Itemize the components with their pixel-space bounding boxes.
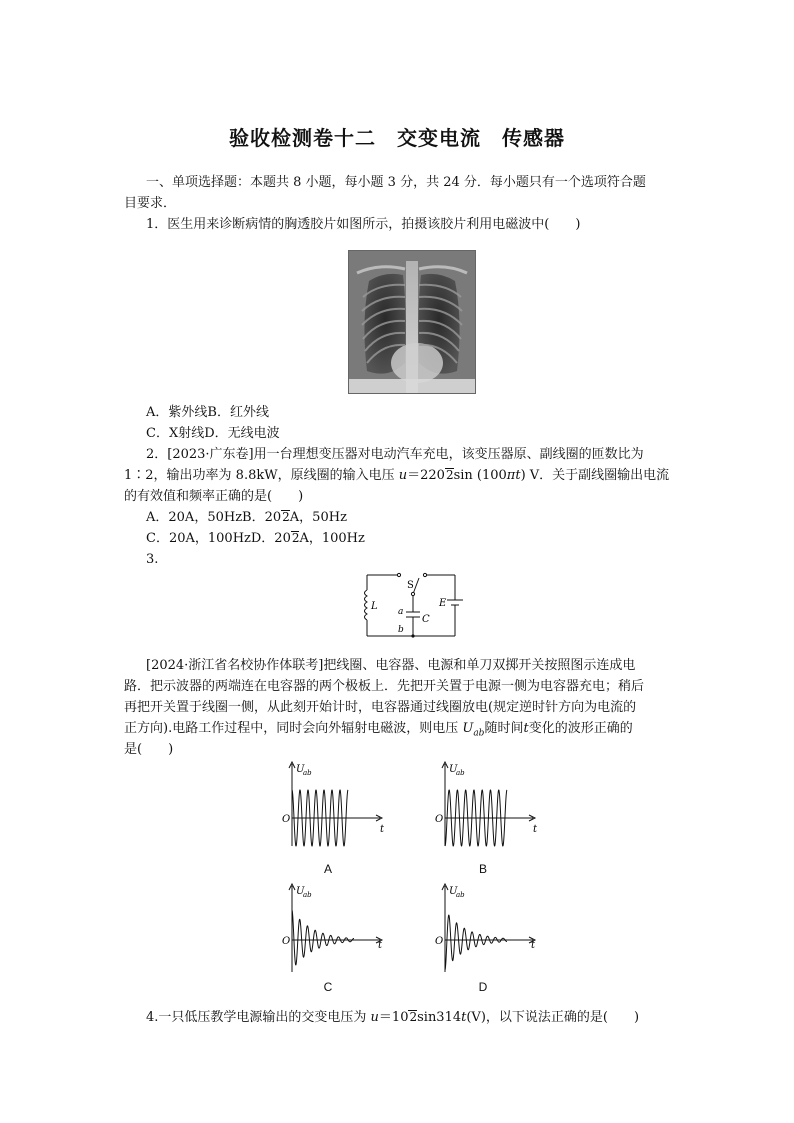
- q2-stem-line2: 1∶2，输出功率为 8.8kW，原线圈的输入电压 u＝2202sin (100πt) V．关于副线圈输出电流: [124, 468, 670, 483]
- axis-x-label: t: [380, 824, 385, 835]
- graph-c-caption: C: [323, 980, 333, 994]
- graph-b-caption: B: [478, 862, 487, 876]
- q3-stem-line5: 是( ): [124, 742, 174, 757]
- switch-label: S: [407, 580, 414, 591]
- axis-y-subscript: ab: [303, 769, 312, 777]
- axis-y-subscript: ab: [303, 891, 312, 899]
- waveform-curve-d: [445, 915, 507, 970]
- q2-option-ab: A．20A，50HzB．202A，50Hz: [146, 510, 347, 525]
- waveform-graph-a: [280, 760, 390, 850]
- axis-y-label: U: [296, 886, 305, 897]
- plate-b-label: b: [398, 625, 404, 635]
- lc-circuit-diagram: [355, 570, 465, 642]
- origin-label: O: [282, 936, 291, 947]
- axis-y-label: U: [449, 886, 458, 897]
- axis-x-label: t: [531, 940, 536, 951]
- axis-y-label: U: [449, 764, 458, 775]
- origin-label: O: [435, 814, 444, 825]
- q1-option-cd: C．X射线D．无线电波: [146, 426, 280, 441]
- graph-a-caption: A: [323, 862, 332, 876]
- page-title: 验收检测卷十二 交变电流 传感器: [229, 126, 565, 150]
- q2-stem-line1: 2．[2023·广东卷]用一台理想变压器对电动汽车充电，该变压器原、副线圈的匝数比为: [146, 447, 644, 462]
- inductor-label: L: [371, 601, 378, 612]
- origin-label: O: [282, 814, 291, 825]
- axis-y-label: U: [296, 764, 305, 775]
- axis-x-label: t: [378, 940, 383, 951]
- section-heading-line1: 一、单项选择题：本题共 8 小题，每小题 3 分，共 24 分．每小题只有一个选项符合题: [146, 175, 646, 190]
- waveform-curve-c: [292, 910, 354, 965]
- section-heading-line2: 目要求．: [124, 196, 177, 211]
- waveform-graph-b: [433, 760, 543, 850]
- q2-stem-line3: 的有效值和频率正确的是( ): [124, 489, 304, 504]
- plate-a-label: a: [398, 607, 404, 617]
- axis-y-subscript: ab: [456, 891, 465, 899]
- chest-xray-image: [348, 250, 476, 394]
- q3-stem-line4: 正方向).电路工作过程中，同时会向外辐射电磁波，则电压 $U_{ab}$随时间t变化的波形正确的: [124, 721, 633, 739]
- axis-x-label: t: [533, 824, 538, 835]
- q1-option-ab: A．紫外线B．红外线: [146, 405, 269, 420]
- q2-option-cd: C．20A，100HzD．202A，100Hz: [146, 531, 365, 546]
- graph-d-caption: D: [478, 980, 488, 994]
- q4-stem: 4.一只低压教学电源输出的交变电压为 u＝102sin314t(V)，以下说法正确的是( ): [146, 1010, 640, 1025]
- q1-stem: 1．医生用来诊断病情的胸透胶片如图所示，拍摄该胶片利用电磁波中( ): [146, 217, 581, 232]
- waveform-graph-c: [280, 882, 390, 974]
- axis-y-subscript: ab: [456, 769, 465, 777]
- q3-stem-line1: [2024·浙江省名校协作体联考]把线圈、电容器、电源和单刀双掷开关按照图示连成电: [146, 658, 636, 673]
- q3-stem-line3: 再把开关置于线圈一侧，从此刻开始计时，电容器通过线圈放电(规定逆时针方向为电流的: [124, 700, 637, 715]
- chest-xray-drawing: [349, 251, 475, 393]
- battery-label: E: [439, 598, 447, 609]
- waveform-graph-d: [433, 882, 543, 974]
- q3-stem-line2: 路．把示波器的两端连在电容器的两个极板上．先把开关置于电源一侧为电容器充电；稍后: [124, 679, 645, 694]
- capacitor-label: C: [422, 614, 430, 625]
- q3-number: 3.: [146, 552, 159, 567]
- origin-label: O: [435, 936, 444, 947]
